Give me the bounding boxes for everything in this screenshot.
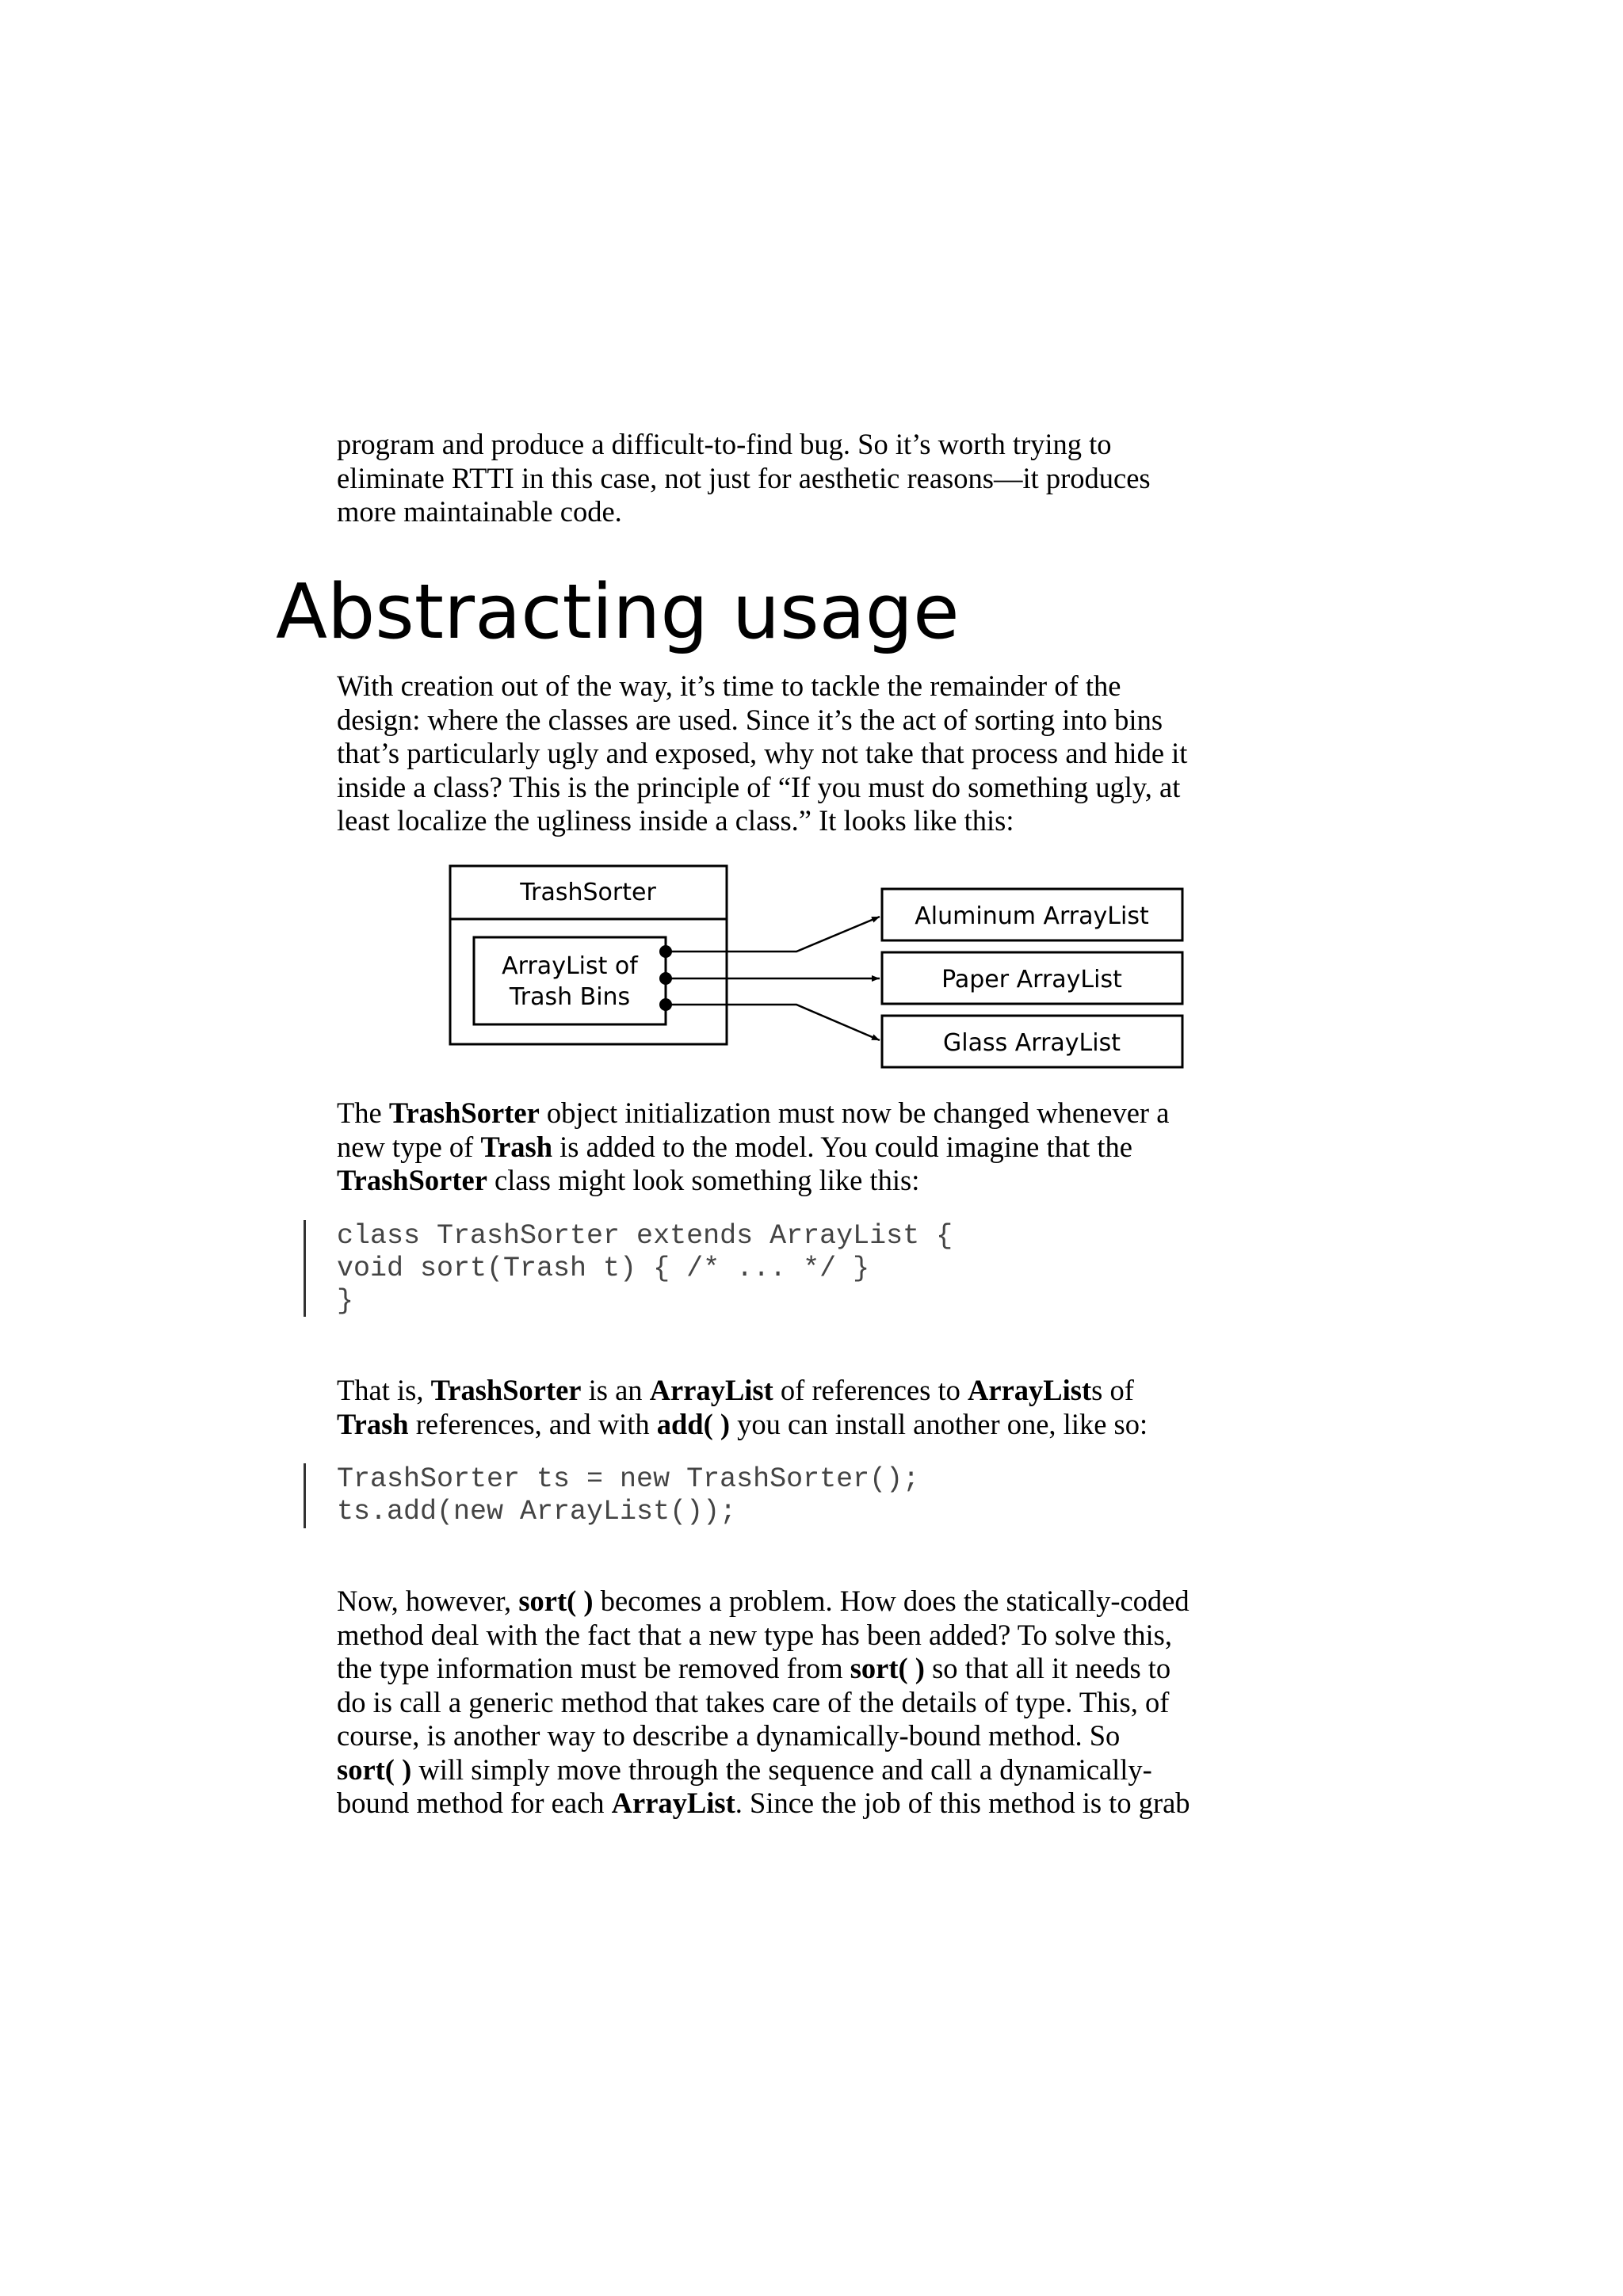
- bold-term: TrashSorter: [388, 1097, 540, 1129]
- bold-term: ArrayList: [649, 1374, 773, 1406]
- text-line: [337, 1585, 1319, 1619]
- text-line: [337, 1374, 1319, 1408]
- text-line: method deal with the fact that a new type has been added? To solve this,: [337, 1618, 1172, 1651]
- bold-term: Trash: [480, 1130, 553, 1163]
- paragraph-sort-problem: [337, 1585, 1319, 1821]
- text-line: [337, 1408, 1319, 1442]
- text-run: the type information must be removed from: [337, 1652, 850, 1684]
- text-line: least localize the ugliness inside a class.” It looks like this:: [337, 804, 1014, 837]
- code-margin-bar: [304, 1463, 306, 1528]
- text-line: [337, 1787, 1319, 1821]
- arraylist-of-bins-box: [474, 937, 666, 1024]
- paper-arraylist-box: [882, 952, 1182, 1004]
- text-line: [337, 1753, 1319, 1787]
- code-line: }: [337, 1285, 354, 1317]
- text-run: The: [337, 1097, 389, 1129]
- text-run: becomes a problem. How does the statically-coded: [593, 1585, 1190, 1617]
- code-line: ts.add(new ArrayList());: [337, 1496, 737, 1527]
- code-margin-bar: [304, 1220, 306, 1317]
- inner-label-line2: Trash Bins: [509, 983, 631, 1011]
- text-run: is an: [581, 1374, 650, 1406]
- text-line: that’s particularly ugly and exposed, why not take that process and hide it: [337, 737, 1188, 769]
- aluminum-arraylist-box: [882, 889, 1182, 940]
- text-line: [337, 1131, 1319, 1165]
- text-line: [337, 1097, 1319, 1131]
- code-block-usage: [337, 1463, 919, 1528]
- code-block-class: [337, 1220, 953, 1318]
- text-run: will simply move through the sequence and call a dynamically-: [411, 1753, 1152, 1786]
- bold-term: Trash: [337, 1407, 409, 1440]
- bold-term: add( ): [656, 1407, 731, 1440]
- text-run: references, and with: [408, 1407, 657, 1440]
- glass-label: Glass ArrayList: [942, 1029, 1121, 1057]
- text-line: inside a class? This is the principle of “If you must do something ugly, at: [337, 770, 1181, 803]
- aluminum-label: Aluminum ArrayList: [915, 902, 1149, 930]
- text-line: do is call a generic method that takes care of the details of type. This, of: [337, 1685, 1170, 1718]
- text-run: is added to the model. You could imagine that the: [552, 1130, 1132, 1163]
- text-line: eliminate RTTI in this case, not just for aesthetic reasons—it produces: [337, 461, 1151, 494]
- code-line: class TrashSorter extends ArrayList {: [337, 1220, 953, 1252]
- bold-term: ArrayList: [611, 1787, 735, 1819]
- text-run: Now, however,: [337, 1585, 519, 1617]
- bold-term: sort( ): [518, 1585, 594, 1617]
- text-run: . Since the job of this method is to grab: [735, 1787, 1190, 1819]
- text-line: course, is another way to describe a dynamically-bound method. So: [337, 1719, 1121, 1752]
- paragraph-trash-sorter: [337, 1097, 1319, 1198]
- bold-term: sort( ): [337, 1753, 412, 1786]
- code-line: TrashSorter ts = new TrashSorter();: [337, 1463, 920, 1495]
- arrow-to-glass: [666, 1005, 880, 1040]
- bold-term: TrashSorter: [337, 1164, 487, 1196]
- text-run: bound method for each: [337, 1787, 612, 1819]
- glass-arraylist-box: [882, 1016, 1182, 1067]
- text-run: of references to: [773, 1374, 968, 1406]
- text-line: more maintainable code.: [337, 495, 622, 528]
- text-run: class might look something like this:: [487, 1164, 920, 1196]
- code-line: void sort(Trash t) { /* ... */ }: [337, 1253, 870, 1284]
- text-run: That is,: [337, 1374, 431, 1406]
- text-run: you can install another one, like so:: [730, 1407, 1148, 1440]
- text-line: design: where the classes are used. Since it’s the act of sorting into bins: [337, 703, 1163, 736]
- connectors: [659, 917, 880, 1040]
- paper-label: Paper ArrayList: [941, 966, 1122, 994]
- trash-sorter-title: TrashSorter: [520, 879, 656, 906]
- text-run: object initialization must now be changed whenever a: [539, 1097, 1170, 1129]
- section-heading: Abstracting usage: [276, 569, 960, 656]
- text-run: new type of: [337, 1130, 481, 1163]
- bold-term: ArrayList: [968, 1374, 1092, 1406]
- text-run: s of: [1091, 1374, 1134, 1406]
- bold-term: TrashSorter: [430, 1374, 582, 1406]
- paragraph-that-is: [337, 1374, 1319, 1441]
- text-run: so that all it needs to: [924, 1652, 1171, 1684]
- text-line: With creation out of the way, it’s time to tackle the remainder of the: [337, 669, 1121, 702]
- bold-term: sort( ): [850, 1652, 925, 1684]
- text-line: [337, 1652, 1319, 1686]
- text-line: [337, 1164, 1319, 1198]
- arrow-to-aluminum: [666, 917, 880, 952]
- inner-label-line1: ArrayList of: [502, 952, 638, 980]
- text-line: program and produce a difficult-to-find bug. So it’s worth trying to: [337, 428, 1112, 460]
